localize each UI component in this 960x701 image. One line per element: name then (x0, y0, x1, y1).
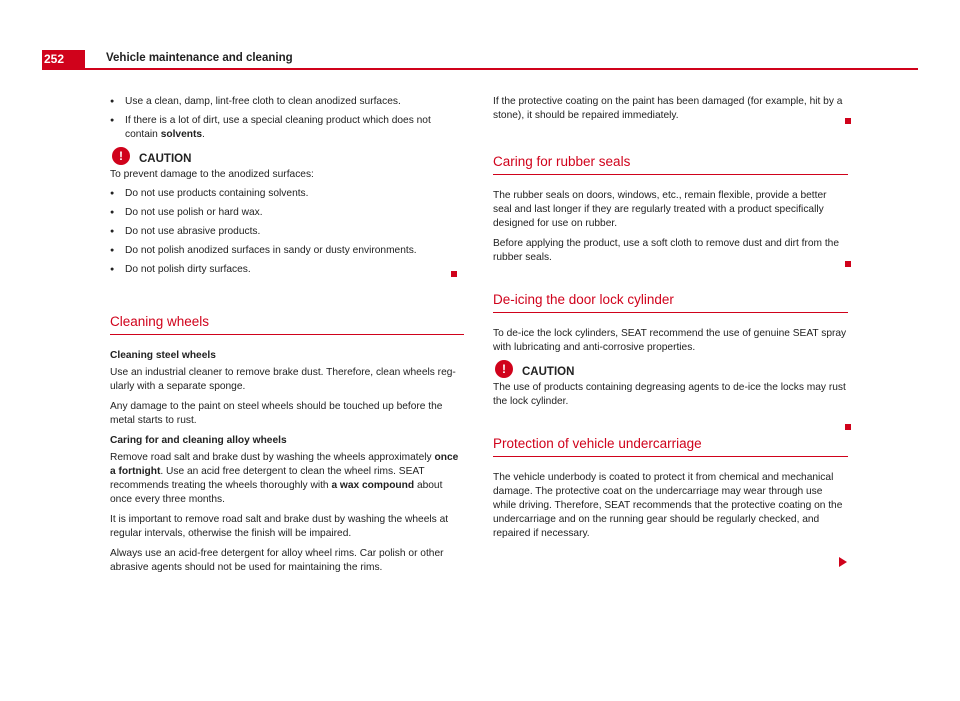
paragraph: If the protective coating on the paint has been damaged (for example, hit by a stone), it should be repaired immediately. (493, 96, 843, 121)
subheading: Cleaning steel wheels (110, 350, 216, 361)
left-column (110, 95, 464, 581)
section-end-marker (845, 118, 851, 124)
section-end-marker (451, 271, 457, 277)
caution-text: The use of products containing degreasing agents to de-ice the locks may rust the lock cylinder. (493, 382, 846, 407)
list-item: ● Do not use products containing solvents. (110, 187, 464, 201)
list-item: ● If there is a lot of dirt, use a special cleaning product which does not contain solvents. (110, 114, 464, 142)
section-title: De-icing the door lock cylinder (493, 291, 848, 313)
paragraph: Always use an acid-free detergent for alloy wheel rims. Car polish or other abrasive agents should not be used for maintaining the rims. (110, 548, 444, 573)
section-title: Cleaning wheels (110, 313, 464, 335)
caution-icon: ! (495, 360, 513, 378)
list-item: ● Do not use abrasive products. (110, 225, 464, 239)
section-end-marker (845, 261, 851, 267)
caution-intro: To prevent damage to the anodized surfaces: (110, 169, 314, 180)
paragraph: Before applying the product, use a soft cloth to remove dust and dirt from the rubber seals. (493, 238, 840, 263)
list-item: ● Do not polish dirty surfaces. (110, 263, 464, 277)
paragraph: The vehicle underbody is coated to protect it from chemical and mechanical damage. The protective coat on the undercarriage may wear through use while driving. Therefore, SEAT recommends that the protective coating on the undercarriage and on the running gear should be regularly checked, and repaired if necessary. (493, 472, 843, 539)
right-column (493, 95, 848, 547)
paragraph: Any damage to the paint on steel wheels should be touched up before the metal starts to rust. (110, 401, 443, 426)
list-item: ● Use a clean, damp, lint-free cloth to clean anodized surfaces. (110, 95, 464, 109)
list-item: ● Do not use polish or hard wax. (110, 206, 464, 220)
section-title: Caring for rubber seals (493, 153, 848, 175)
section-title: Protection of vehicle undercarriage (493, 435, 848, 457)
caution-title: CAUTION (522, 366, 575, 378)
paragraph: Use an industrial cleaner to remove brake dust. Therefore, clean wheels reg-ularly with a separate sponge. (110, 367, 456, 392)
chapter-title: Vehicle maintenance and cleaning (106, 52, 293, 64)
paragraph: To de-ice the lock cylinders, SEAT recommend the use of genuine SEAT spray with lubricating and anti-corrosive properties. (493, 328, 847, 353)
page-header (42, 50, 918, 70)
section-end-marker (845, 424, 851, 430)
paragraph: Remove road salt and brake dust by washing the wheels approximately once a fortnight. Use an acid free detergent to clean the wheel rims. SEAT recommends treating the wheels thoroughly with a wax compound about once every three months. (110, 452, 459, 505)
caution-icon: ! (112, 147, 130, 165)
paragraph: The rubber seals on doors, windows, etc., remain flexible, provide a better seal and last longer if they are regularly treated with a product specifically designed for use on rubber. (493, 190, 827, 229)
caution-title: CAUTION (139, 153, 192, 165)
paragraph: It is important to remove road salt and brake dust by washing the wheels at regular intervals, otherwise the finish will be impaired. (110, 514, 449, 539)
list-item: ● Do not polish anodized surfaces in sandy or dusty environments. (110, 244, 464, 258)
caution-header (110, 149, 464, 166)
continue-arrow-icon (839, 557, 847, 567)
subheading: Caring for and cleaning alloy wheels (110, 435, 287, 446)
caution-header (493, 362, 848, 379)
page-number: 252 (42, 50, 85, 68)
